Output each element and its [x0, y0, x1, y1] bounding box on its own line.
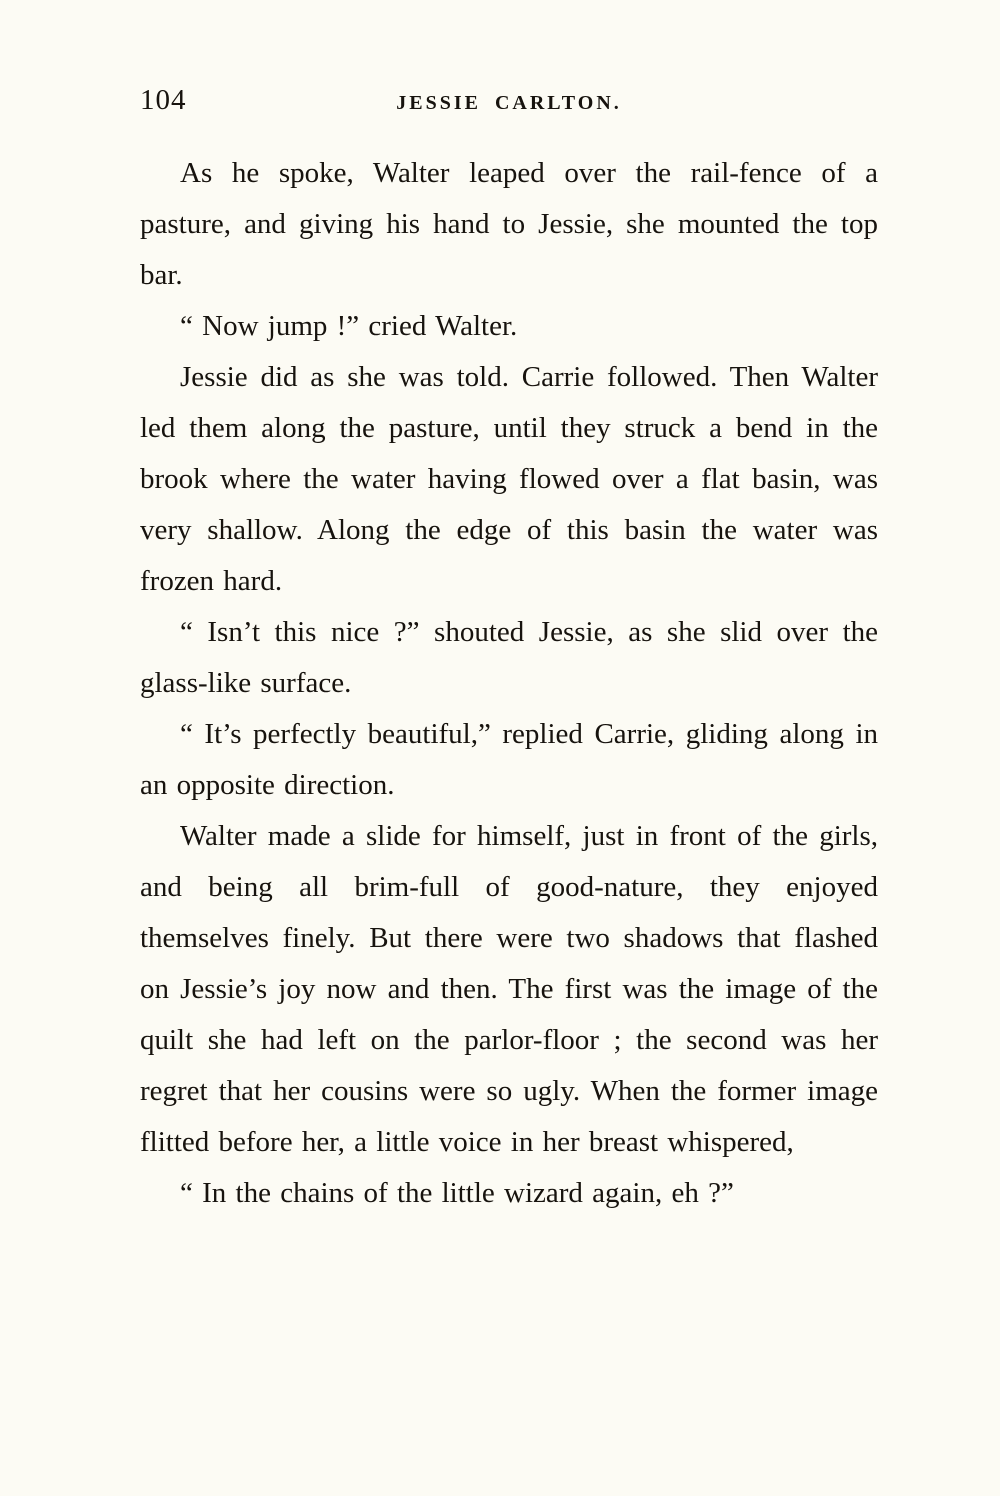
- page-header: [140, 84, 878, 118]
- paragraph: “ Now jump !” cried Walter.: [180, 310, 518, 342]
- paragraph: Jessie did as she was told. Carrie followed. Then Walter led them along the pasture, until they struck a bend in the brook where the water having flowed over a flat basin, was very shallow. Along the edge of this basin the water was frozen hard.: [140, 361, 878, 597]
- text-block: [140, 148, 878, 1219]
- page-number: 104: [140, 84, 187, 116]
- paragraph: As he spoke, Walter leaped over the rail-fence of a pasture, and giving his hand to Jessie, she mounted the top bar.: [140, 157, 878, 291]
- paragraph: Walter made a slide for himself, just in front of the girls, and being all brim-full of good-nature, they enjoyed themselves finely. But there were two shadows that flashed on Jessie’s joy now and then. The first was the image of the quilt she had left on the parlor-floor ; the second was her regret that her cousins were so ugly. When the former image flitted before her, a little voice in her breast whispered,: [140, 820, 878, 1158]
- paragraph: “ Isn’t this nice ?” shouted Jessie, as she slid over the glass-like surface.: [140, 616, 878, 699]
- paragraph: “ In the chains of the little wizard again, eh ?”: [180, 1177, 734, 1209]
- paragraph: “ It’s perfectly beautiful,” replied Carrie, gliding along in an opposite direction.: [140, 718, 878, 801]
- running-header: JESSIE CARLTON.: [396, 92, 622, 114]
